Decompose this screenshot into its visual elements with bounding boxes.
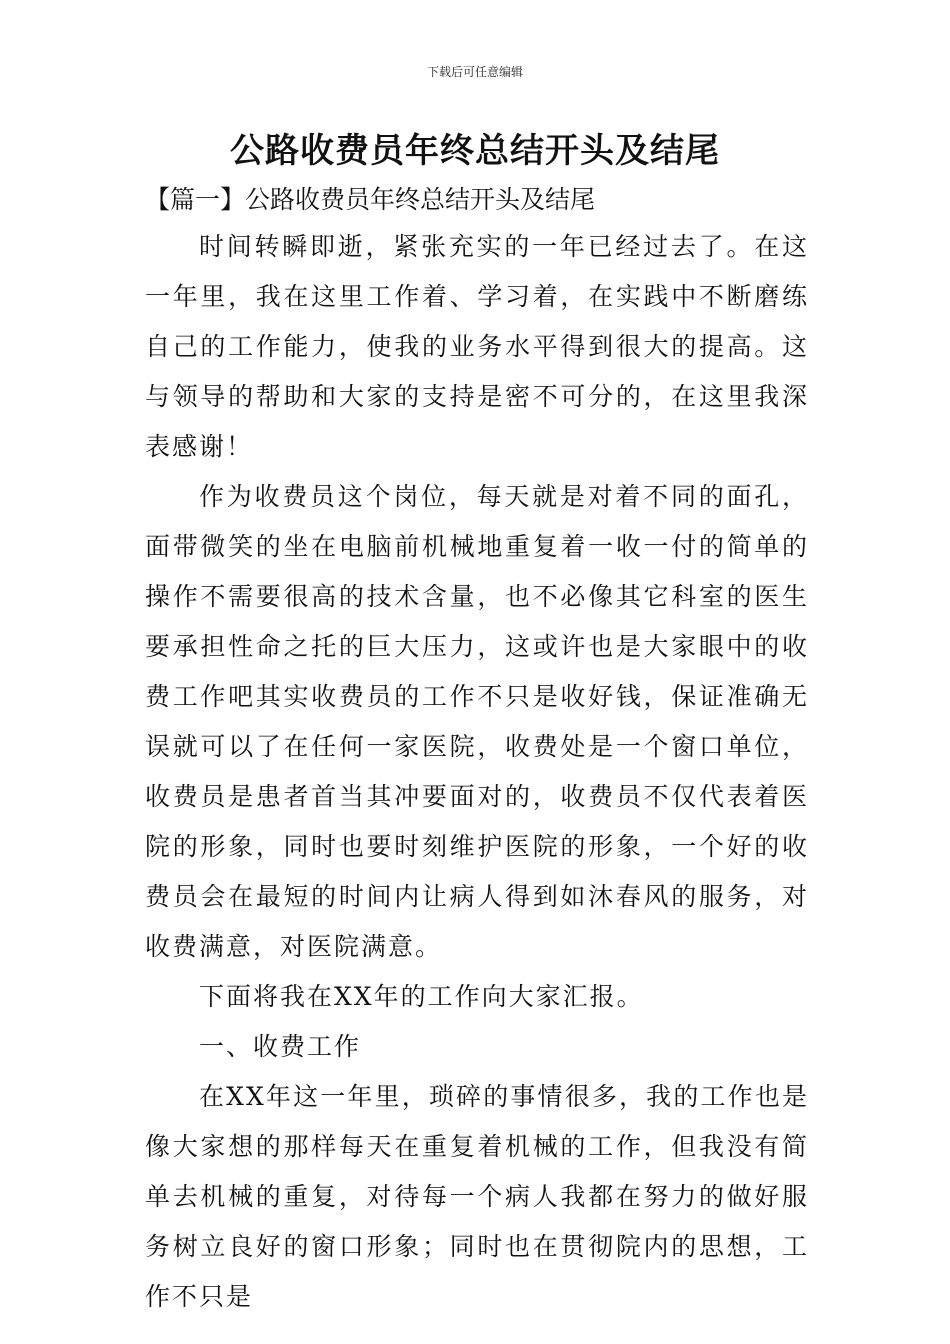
- document-title: 公路收费员年终总结开头及结尾: [230, 131, 720, 171]
- paragraph-work: 在XX年这一年里，琐碎的事情很多，我的工作也是像大家想的那样每天在重复着机械的工作，但我没有简单去机械的重复，对待每一个病人我都在努力的做好服务树立良好的窗口形象；同时也在贯彻院内的思想，工作不只是: [145, 1082, 809, 1311]
- paragraph-subheading: 一、收费工作: [199, 1032, 362, 1061]
- body-text: [145, 222, 809, 1322]
- paragraph-intro: 时间转瞬即逝，紧张充实的一年已经过去了。在这一年里，我在这里工作着、学习着，在实践中不断磨练自己的工作能力，使我的业务水平得到很大的提高。这与领导的帮助和大家的支持是密不可分的，在这里我深表感谢！: [145, 232, 809, 461]
- paragraph-role: 作为收费员这个岗位，每天就是对着不同的面孔，面带微笑的坐在电脑前机械地重复着一收一付的简单的操作不需要很高的技术含量，也不必像其它科室的医生要承担性命之托的巨大压力，这或许也是大家眼中的收费工作吧其实收费员的工作不只是收好钱，保证准确无误就可以了在任何一家医院，收费处是一个窗口单位，收费员是患者首当其冲要面对的，收费员不仅代表着医院的形象，同时也要时刻维护医院的形象，一个好的收费员会在最短的时间内让病人得到如沐春风的服务，对收费满意，对医院满意。: [145, 482, 809, 961]
- paragraph-report: 下面将我在XX年的工作向大家汇报。: [199, 982, 644, 1011]
- header-note: 下载后可任意编辑: [426, 65, 523, 79]
- section-heading: 【篇一】公路收费员年终总结开头及结尾: [145, 185, 596, 214]
